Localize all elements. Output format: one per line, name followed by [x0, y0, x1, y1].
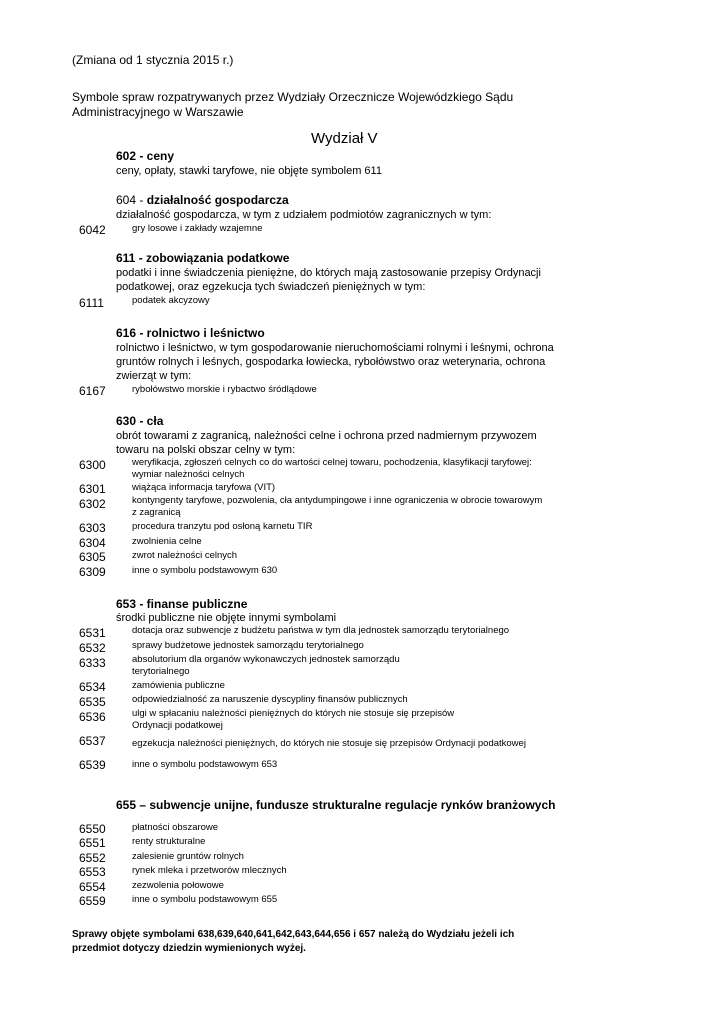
section-616-heading: 616 - rolnictwo i leśnictwo [116, 326, 265, 340]
item-label: zwolnienia celne [132, 536, 202, 547]
section-630-desc-2: towaru na polski obszar celny w tym: [116, 444, 296, 456]
item-code: 6303 [79, 521, 106, 535]
item-label: egzekucja należności pieniężnych, do których nie stosuje się przepisów Ordynacji podatkowej [132, 738, 526, 749]
item-code: 6551 [79, 836, 106, 850]
section-655-heading: 655 – subwencje unijne, fundusze strukturalne regulacje rynków branżowych [116, 798, 556, 812]
section-611-heading: 611 - zobowiązania podatkowe [116, 251, 290, 265]
section-616-desc-3: zwierząt w tym: [116, 370, 192, 382]
item-code: 6536 [79, 710, 106, 724]
item-code: 6304 [79, 536, 106, 550]
item-code: 6333 [79, 656, 106, 670]
item-label: inne o symbolu podstawowym 630 [132, 565, 278, 576]
item-code: 6554 [79, 880, 106, 894]
item-code: 6301 [79, 482, 106, 496]
intro-line-2: Administracyjnego w Warszawie [72, 105, 244, 119]
section-630-heading: 630 - cła [116, 414, 164, 428]
item-label: absolutorium dla organów wykonawczych jednostek samorządu [132, 654, 400, 665]
section-602-heading: 602 - ceny [116, 149, 175, 163]
footer-note-line-2: przedmiot dotyczy dziedzin wymienionych wyżej. [72, 943, 306, 954]
item-label: renty strukturalne [132, 836, 206, 847]
item-code: 6305 [79, 550, 106, 564]
intro-line-1: Symbole spraw rozpatrywanych przez Wydziały Orzecznicze Wojewódzkiego Sądu [72, 90, 514, 104]
item-label: weryfikacja, zgłoszeń celnych co do wartości celnej towaru, pochodzenia, klasyfikacji taryfowej: [132, 457, 532, 468]
item-label-cont: z zagranicą [132, 507, 181, 518]
item-code: 6167 [79, 384, 106, 398]
section-604-desc: działalność gospodarcza, w tym z udziałem podmiotów zagranicznych w tym: [116, 209, 492, 221]
section-604-heading [116, 193, 289, 207]
item-label: procedura tranzytu pod osłoną karnetu TIR [132, 521, 313, 532]
item-code: 6532 [79, 641, 106, 655]
item-code: 6553 [79, 865, 106, 879]
item-label: rynek mleka i przetworów mlecznych [132, 865, 287, 876]
item-code: 6559 [79, 894, 106, 908]
section-653-heading: 653 - finanse publiczne [116, 597, 248, 611]
item-label: zwrot należności celnych [132, 550, 238, 561]
item-code: 6550 [79, 822, 106, 836]
item-label: rybołówstwo morskie i rybactwo śródlądowe [132, 384, 317, 395]
item-code: 6111 [79, 296, 104, 310]
item-code: 6534 [79, 680, 106, 694]
item-code: 6309 [79, 565, 106, 579]
section-604-heading-text: działalność gospodarcza [146, 193, 289, 207]
item-label-cont: wymiar należności celnych [132, 469, 245, 480]
item-label: ulgi w spłacaniu należności pieniężnych do których nie stosuje się przepisów [132, 708, 455, 719]
item-code: 6300 [79, 458, 106, 472]
item-label: gry losowe i zakłady wzajemne [132, 223, 263, 234]
section-616-desc-2: gruntów rolnych i leśnych, gospodarka łowiecka, rybołówstwo oraz weterynaria, ochrona [116, 356, 546, 368]
change-note: (Zmiana od 1 stycznia 2015 r.) [72, 53, 234, 67]
item-code: 6537 [79, 734, 106, 748]
item-code: 6302 [79, 497, 106, 511]
item-label: odpowiedzialność za naruszenie dyscypliny finansów publicznych [132, 694, 408, 705]
section-602-desc: ceny, opłaty, stawki taryfowe, nie objęte symbolem 611 [116, 165, 382, 177]
item-label: podatek akcyzowy [132, 295, 210, 306]
section-653-desc: środki publiczne nie objęte innymi symbolami [116, 612, 337, 624]
item-label-cont: Ordynacji podatkowej [132, 720, 223, 731]
department-title: Wydział V [311, 130, 378, 147]
section-604-heading-num: 604 - [116, 193, 147, 207]
section-616-desc-1: rolnictwo i leśnictwo, w tym gospodarowanie nieruchomościami rolnymi i leśnymi, ochrona [116, 342, 554, 354]
item-label: zamówienia publiczne [132, 680, 225, 691]
item-label: kontyngenty taryfowe, pozwolenia, cła antydumpingowe i inne ograniczenia w obrocie towarowym [132, 495, 543, 506]
item-label: inne o symbolu podstawowym 655 [132, 894, 278, 905]
section-611-desc-1: podatki i inne świadczenia pieniężne, do których mają zastosowanie przepisy Ordynacji [116, 267, 541, 279]
item-label-cont: terytorialnego [132, 666, 190, 677]
item-label: wiążąca informacja taryfowa (VIT) [132, 482, 276, 493]
item-label: zalesienie gruntów rolnych [132, 851, 244, 862]
section-611-desc-2: podatkowej, oraz egzekucja tych świadczeń pieniężnych w tym: [116, 281, 426, 293]
item-label: dotacja oraz subwencje z budżetu państwa w tym dla jednostek samorządu terytorialnego [132, 625, 510, 636]
item-code: 6552 [79, 851, 106, 865]
item-code: 6535 [79, 695, 106, 709]
item-code: 6531 [79, 626, 106, 640]
item-label: inne o symbolu podstawowym 653 [132, 759, 278, 770]
item-label: płatności obszarowe [132, 822, 219, 833]
item-label: sprawy budżetowe jednostek samorządu terytorialnego [132, 640, 364, 651]
item-code: 6042 [79, 223, 106, 237]
section-630-desc-1: obrót towarami z zagranicą, należności celne i ochrona przed nadmiernym przywozem [116, 430, 537, 442]
item-label: zezwolenia połowowe [132, 880, 224, 891]
footer-note-line-1: Sprawy objęte symbolami 638,639,640,641,642,643,644,656 i 657 należą do Wydziału jeżeli ich [72, 929, 515, 940]
item-code: 6539 [79, 758, 106, 772]
